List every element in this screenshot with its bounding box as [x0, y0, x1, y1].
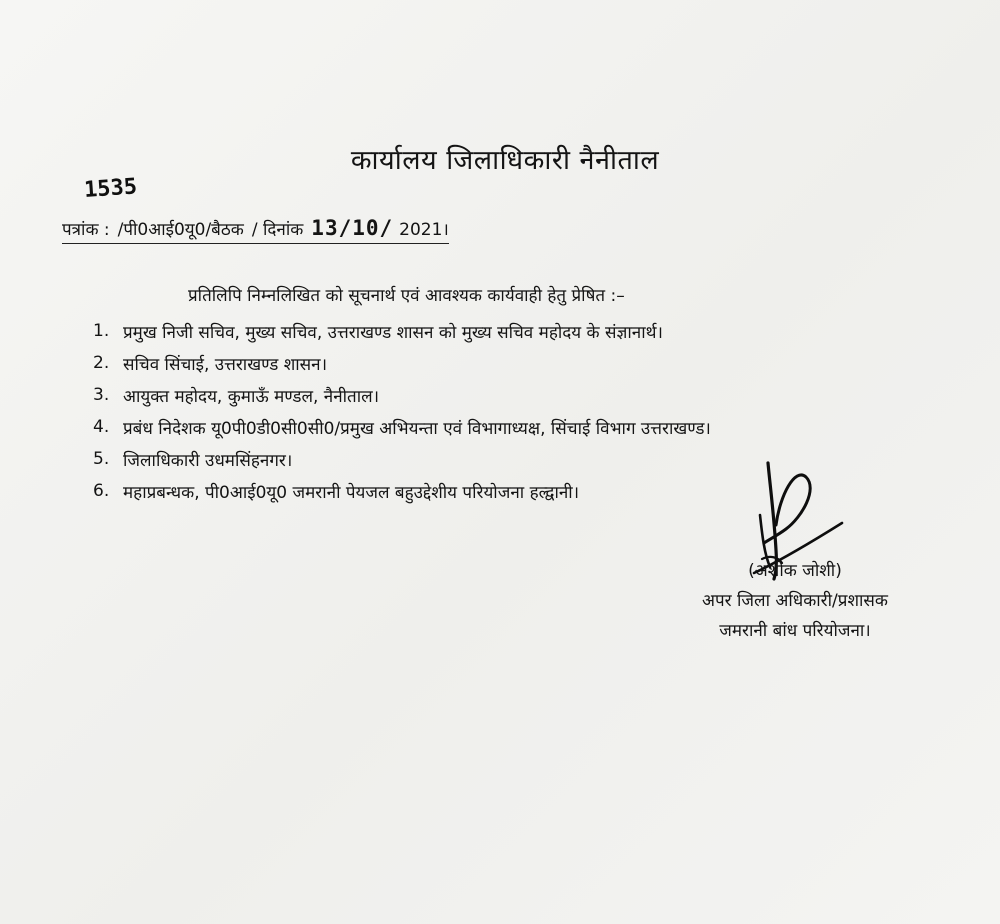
list-item-text: प्रबंध निदेशक यू0पी0डी0सी0सी0/प्रमुख अभियन्ता एवं विभागाध्यक्ष, सिंचाई विभाग उत्तराखण्ड।: [123, 418, 711, 439]
list-item: [93, 379, 711, 411]
handwritten-letter-number: 1535: [83, 174, 138, 203]
list-item: [93, 347, 711, 379]
reference-line: [62, 216, 449, 244]
list-item-number: 6.: [93, 481, 110, 501]
list-item-text: जिलाधिकारी उधमसिंहनगर।: [123, 450, 293, 471]
list-item: [93, 443, 711, 475]
signatory-block: [660, 556, 930, 646]
list-item-number: 1.: [93, 321, 110, 341]
signatory-designation: अपर जिला अधिकारी/प्रशासक: [702, 591, 888, 611]
copy-forward-intro: प्रतिलिपि निम्नलिखित को सूचनार्थ एवं आवश्यक कार्यवाही हेतु प्रेषित :–: [188, 286, 625, 306]
signatory-project: जमरानी बांध परियोजना।: [719, 621, 871, 641]
list-item-number: 3.: [93, 385, 110, 405]
list-item-text: महाप्रबन्धक, पी0आई0यू0 जमरानी पेयजल बहुउद्देशीय परियोजना हल्द्वानी।: [123, 482, 580, 503]
reference-prefix: पत्रांक :: [62, 220, 110, 240]
list-item: [93, 411, 711, 443]
list-item-text: आयुक्त महोदय, कुमाऊँ मण्डल, नैनीताल।: [123, 386, 380, 407]
handwritten-date: 13/10/: [311, 216, 394, 240]
list-item-number: 5.: [93, 449, 110, 469]
list-item-text: प्रमुख निजी सचिव, मुख्य सचिव, उत्तराखण्ड शासन को मुख्य सचिव महोदय के संज्ञानार्थ।: [123, 322, 663, 343]
list-item: [93, 475, 711, 507]
reference-code: /पी0आई0यू0/बैठक: [117, 220, 244, 240]
signatory-name: (अशोक जोशी): [748, 561, 842, 581]
reference-date-label: / दिनांक: [251, 220, 304, 240]
recipient-list: [93, 315, 711, 507]
list-item: [93, 315, 711, 347]
reference-year: 2021।: [399, 220, 449, 240]
list-item-number: 2.: [93, 353, 110, 373]
list-item-number: 4.: [93, 417, 110, 437]
office-title: कार्यालय जिलाधिकारी नैनीताल: [350, 145, 660, 176]
list-item-text: सचिव सिंचाई, उत्तराखण्ड शासन।: [123, 354, 328, 375]
